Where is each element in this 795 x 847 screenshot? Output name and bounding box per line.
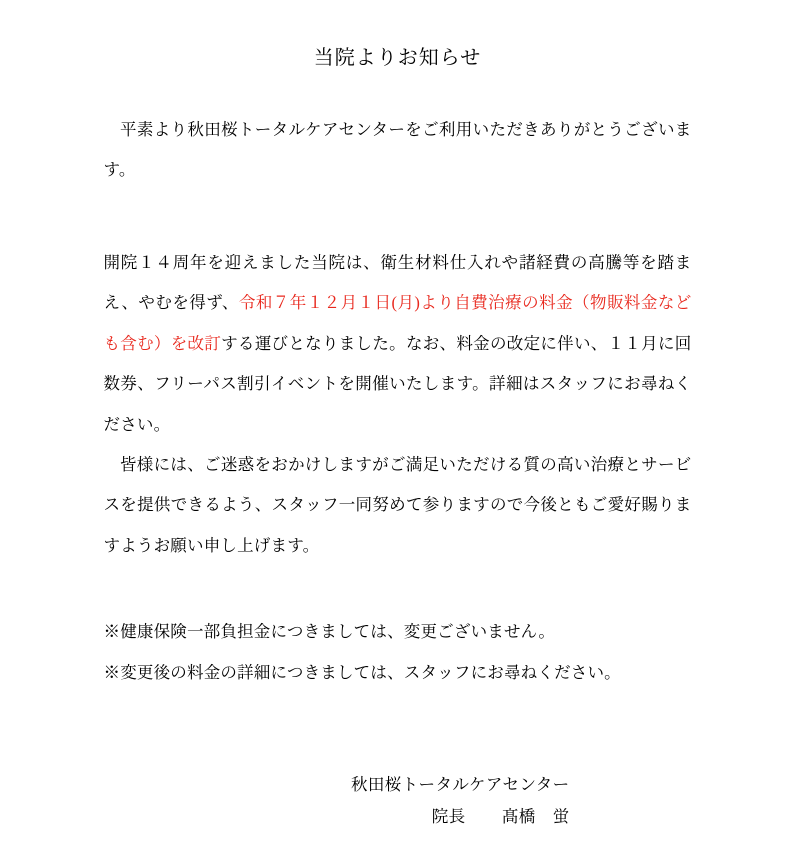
- main-paragraph-segment-1: 開院１４周年を迎えました当院は、衛生材料仕入れや諸経費の高騰等を踏まえ、やむを得ず、: [103, 252, 692, 313]
- document-body: [104, 110, 692, 833]
- signature-person-name: 髙橋 蛍: [501, 807, 570, 827]
- greeting-paragraph: 平素より秋田桜トータルケアセンターをご利用いただきありがとうございます。: [103, 120, 692, 180]
- apology-paragraph: 皆様には、ご迷惑をおかけしますがご満足いただける質の高い治療とサービスを提供できるよう、スタッフ一同努めて参りますので今後ともご愛好賜りますようお願い申し上げます。: [103, 454, 692, 555]
- signature-organization: 秋田桜トータルケアセンター: [350, 775, 570, 795]
- note-line-details: ※変更後の料金の詳細につきましては、スタッフにお尋ねください。: [103, 662, 621, 682]
- notes-section: [104, 612, 692, 693]
- signature-title-label: 院長: [431, 807, 466, 827]
- note-line-insurance: ※健康保険一部負担金につきましては、変更ございません。: [103, 622, 556, 642]
- main-paragraph-segment-2: する運びとなりました。なお、料金の改定に伴い、１１月に回数券、フリーパス割引イベントを開催いたします。詳細はスタッフにお尋ねください。: [103, 333, 692, 434]
- price-revision-highlight: 令和７年１２月１日(月)より自費治療の料金（物販料金なども含む）を改訂: [103, 293, 692, 353]
- signature-name-line: [104, 801, 570, 833]
- main-paragraph: [104, 243, 692, 445]
- signature-block: [104, 769, 692, 833]
- page-title: 当院よりお知らせ: [313, 47, 482, 69]
